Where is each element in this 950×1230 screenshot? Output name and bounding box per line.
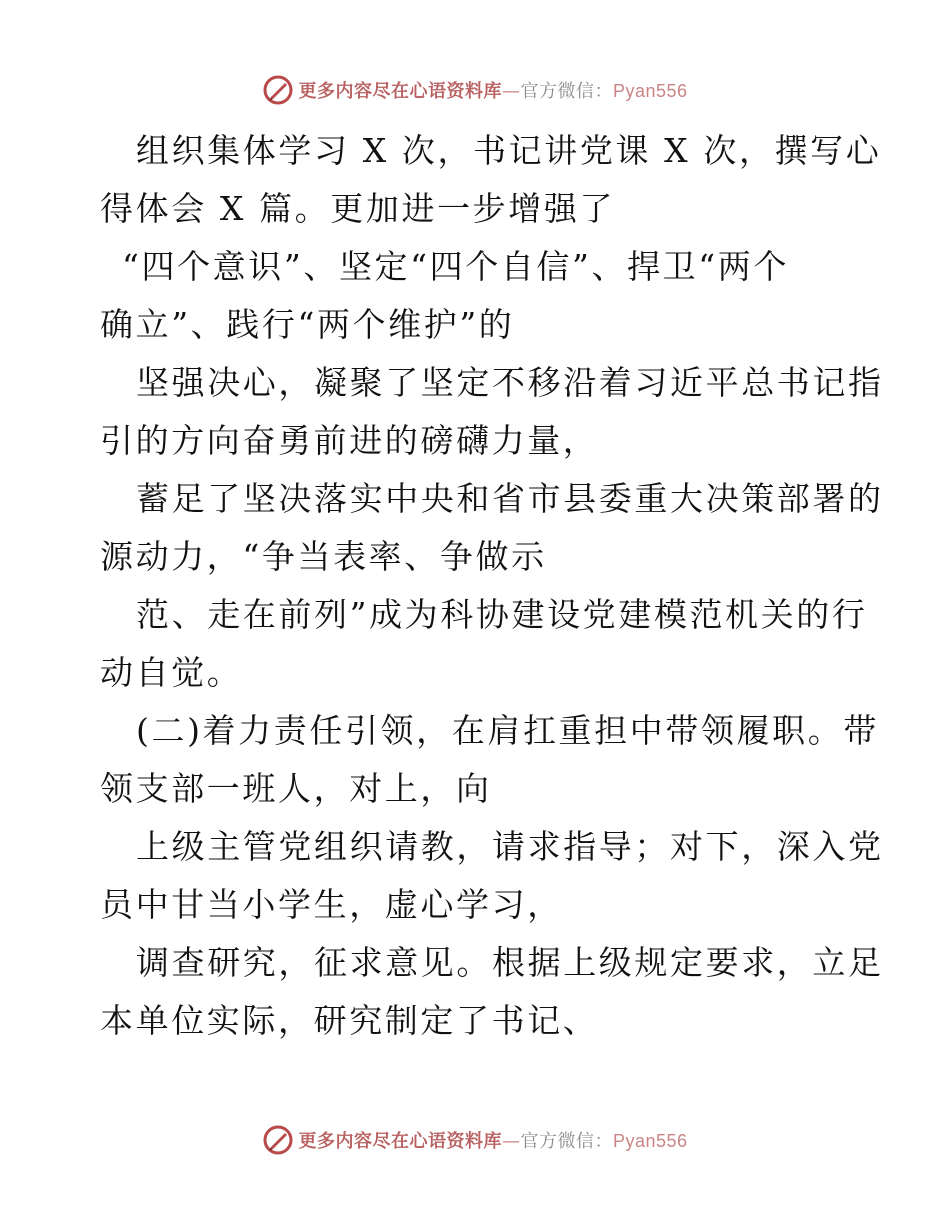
body-line: (二)着力责任引领，在肩扛重担中带领履职。带 xyxy=(136,711,879,750)
body-line: 本单位实际，研究制定了书记、 xyxy=(100,1001,599,1040)
body-line: 坚强决心，凝聚了坚定不移沿着习近平总书记指 xyxy=(136,363,884,402)
body-line: 组织集体学习 X 次，书记讲党课 X 次，撰写心 xyxy=(136,131,882,170)
watermark-dash: — xyxy=(501,1131,521,1152)
body-line: 上级主管党组织请教，请求指导；对下，深入党 xyxy=(136,827,884,866)
watermark-id: Pyan556 xyxy=(612,81,688,101)
watermark-label: 更多内容尽在心语资料库 xyxy=(298,81,502,102)
body-line: 范、走在前列”成为科协建设党建模范机关的行 xyxy=(136,595,868,634)
body-line: “四个意识”、坚定“四个自信”、捍卫“两个 xyxy=(122,247,789,286)
watermark-dash: — xyxy=(501,81,521,102)
body-line: 蓄足了坚决落实中央和省市县委重大决策部署的 xyxy=(136,479,884,518)
pen-logo-icon xyxy=(262,74,294,106)
document-body xyxy=(100,122,884,1050)
body-line: 领支部一班人，对上，向 xyxy=(100,769,492,808)
watermark-id: Pyan556 xyxy=(612,1131,688,1151)
watermark-label: 更多内容尽在心语资料库 xyxy=(298,1131,502,1152)
body-line: 引的方向奋勇前进的磅礴力量， xyxy=(100,421,599,460)
body-line: 员中甘当小学生，虚心学习， xyxy=(100,885,563,924)
watermark-official: 官方微信： xyxy=(520,81,613,102)
watermark-official: 官方微信： xyxy=(520,1131,613,1152)
footer-watermark xyxy=(0,1120,950,1160)
watermark-text xyxy=(298,77,687,103)
body-line: 得体会 X 篇。更加进一步增强了 xyxy=(100,189,616,228)
body-line: 动自觉。 xyxy=(100,653,243,692)
watermark-text xyxy=(298,1127,687,1153)
pen-logo-icon xyxy=(262,1124,294,1156)
header-watermark xyxy=(0,70,950,110)
body-line: 确立”、践行“两个维护”的 xyxy=(100,305,515,344)
body-line: 源动力，“争当表率、争做示 xyxy=(100,537,547,576)
body-line: 调查研究，征求意见。根据上级规定要求，立足 xyxy=(136,943,884,982)
